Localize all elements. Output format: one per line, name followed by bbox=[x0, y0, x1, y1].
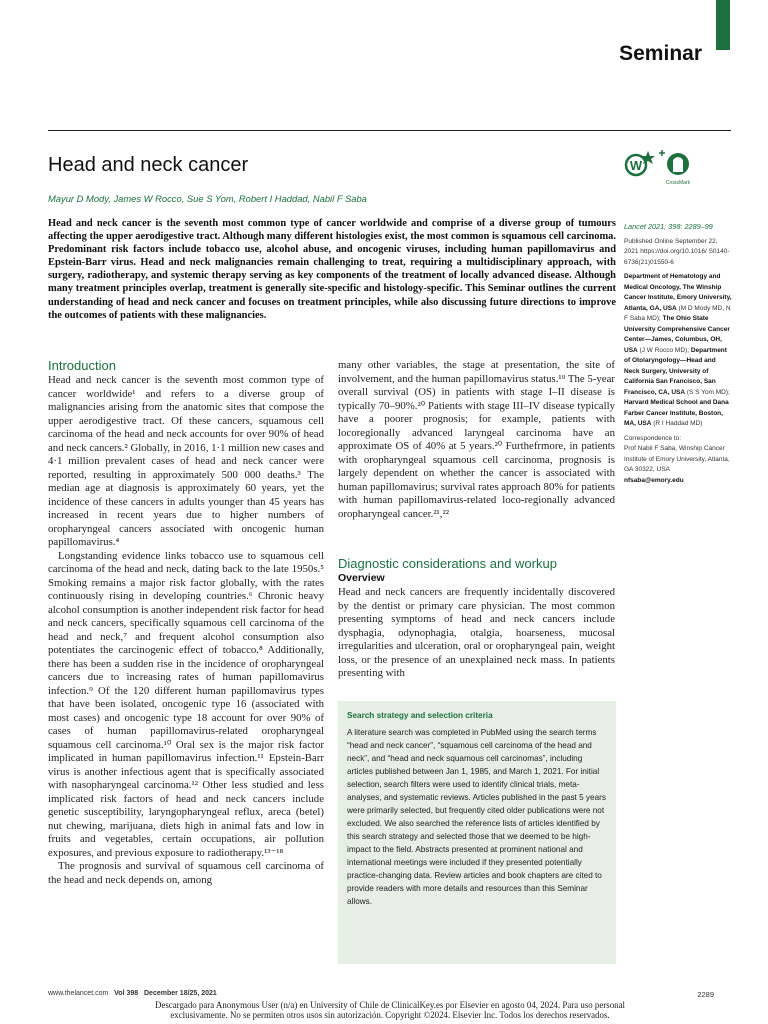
email-link[interactable]: nfsaba@emory.edu bbox=[624, 476, 684, 484]
footer-meta bbox=[48, 990, 217, 997]
left-column bbox=[48, 374, 324, 887]
published-online: Published Online September 22, 2021 https://doi.org/10.1016/ S0140-6736(21)01550-6 bbox=[624, 237, 730, 266]
affiliation-bold: Department of Otolaryngology—Head and Neck Surgery, University of California San Francisco, San Francisco, CA, USA bbox=[624, 346, 727, 396]
search-strategy-panel bbox=[338, 701, 616, 964]
correspondence bbox=[624, 434, 732, 487]
panel-title: Search strategy and selection criteria bbox=[347, 711, 493, 720]
section-label: Seminar bbox=[619, 42, 702, 65]
overview-paragraph: Head and neck cancers are frequently incidentally discovered by the dentist or primary care physician. The most common presenting symptoms of head and neck cancers include dysphagia, odynophagia, otalgia, hoarseness, mucosal irregularities and ulceration, oral or oropharyngeal pain, weight loss, or the presence of an unexplained neck mass. In patients presenting with bbox=[338, 586, 615, 679]
crossmark-icon[interactable] bbox=[666, 153, 691, 186]
correspondence-label: Correspondence to: bbox=[624, 434, 682, 442]
article-title: Head and neck cancer bbox=[48, 154, 249, 176]
survival-paragraph: many other variables, the stage at presentation, the site of involvement, and the human papillomavirus status.¹⁹ The 5-year overall survival (OS) in patients with stage I–II disease is typically 70–90%.²⁰ Patients with stage III–IV disease typically have a poorer prognosis; for example, patients with locoregionally advanced laryngeal carcinoma have an approximate OS of 40% at 5 years.²⁰ Furthefrmore, in patients with oropharyngeal squamous cell carcinoma, prognosis is largely dependent on whether the cancer is associated with human papillomavirus; survival rates approach 80% for patients with human papillomavirus-related loco-regionally advanced oropharyngeal cancer.²¹,²² bbox=[338, 359, 615, 520]
download-notice bbox=[110, 1000, 670, 1020]
affiliations bbox=[624, 272, 732, 430]
author-list: Mayur D Mody, James W Rocco, Sue S Yom, Robert I Haddad, Nabil F Saba bbox=[48, 193, 367, 204]
affiliation-bold: Department of Hematology and Medical Oncology, The Winship Cancer Institute, Emory University, Atlanta, GA, USA bbox=[624, 273, 732, 312]
issue-date: December 18/25, 2021 bbox=[144, 990, 217, 997]
overview-text bbox=[338, 586, 615, 681]
subheading-overview: Overview bbox=[338, 572, 385, 584]
intro-paragraph-3: The prognosis and survival of squamous cell carcinoma of the head and neck depends on, among bbox=[48, 860, 324, 886]
affiliation-bold: The Ohio State University Comprehensive Cancer Center—James, Columbus, OH, USA bbox=[624, 315, 730, 354]
page-number: 2289 bbox=[697, 990, 714, 999]
intro-paragraph-2: Longstanding evidence links tobacco use to squamous cell carcinoma of the head and neck, dating back to the late 1950s.⁵ Smoking remains a major risk factor globally, with the rates continuously rising in developing countries.⁶ Chronic heavy alcohol consumption is another independent risk factor for head and neck cancers, specifically squamous cell carcinoma of the head and neck,⁷ and frequent alcohol consumption also potentiates the carcinogenic effect of tobacco.⁸ Additionally, there has been a sudden rise in the incidence of oropharyngeal cancers due to increasing rates of human papillomavirus infection.⁹ Of the 120 different human papillomavirus types that have been isolated, oncogenic type 16 (associated with most cases) and oncogenic type 18 account for over 90% of cases of human papillomavirus-related oropharyngeal squamous cell carcinoma.¹⁰ Oral sex is the major risk factor implicated in human papillomavirus infection.¹¹ Epstein-Barr virus is another infectious agent that is specifically associated with nasopharyngeal carcinoma.¹² Other less studied and less implicated risk factors of head and neck cancers include genetic susceptibility, laryngopharyngeal reflux, areca (betel) nut chewing, marijuana, diets high in animal fats and low in fruits and vegetables, certain occupations, air pollution exposures, and previous exposure to radiotherapy.¹³⁻¹⁸ bbox=[48, 549, 324, 859]
download-notice-line-1: Descargado para Anonymous User (n/a) en University of Chile de ClinicalKey.es por Elsevier en agosto 04, 2024. Para uso personal bbox=[154, 1000, 625, 1010]
affiliation-authors: (M D Mody MD, N F Saba MD); bbox=[624, 304, 731, 322]
panel-text: A literature search was completed in PubMed using the search terms “head and neck cancer”, “squamous cell carcinoma of the head and neck”, and “head and neck squamous cell carcinomas”, including articles published between Jan 1, 1985, and March 1, 2021. For initial selection, search filters were used to identify clinical trials, meta-analyses, and systematic reviews. Articles published in the past 5 years were primarily selected, but frequently cited older publications were not excluded. We also searched the reference lists of articles identified by this search strategy and selected those that we deemed to be high-impact to the field. Abstracts presented at prominent national and international meetings were included if they presented potentially practice-changing data. Review articles and book chapters are cited to provide readers with more details and resources than this Seminar allows. bbox=[347, 728, 606, 906]
right-column bbox=[338, 359, 615, 521]
W-icon[interactable] bbox=[626, 151, 655, 175]
citation: Lancet 2021; 398: 2289–99 bbox=[624, 222, 713, 231]
intro-paragraph-1: Head and neck cancer is the seventh most common type of cancer worldwide¹ and refers to a diverse group of malignancies arising from the anatomic sites that compose the upper aerodigestive tract. Of these cancers, squamous cell carcinoma of the head and neck accounts for over 90% of head and neck cancers.² Globally, in 2016, 1·1 million new cases and 4·1 million prevalent cases of head and neck cancer were reported, resulting in approximately 500 000 deaths.³ The median age at diagnosis is approximately 60 years, yet the incidence of these cancers in adults younger than 45 years has increased in recent years due to higher numbers of oropharyngeal cancers associated with oncogenic human papillomavirus.⁴ bbox=[48, 374, 324, 548]
heading-diagnostic: Diagnostic considerations and workup bbox=[338, 556, 557, 571]
journal-site-link[interactable]: www.thelancet.com bbox=[48, 990, 109, 997]
correspondence-address: Prof Nabil F Saba, Winship Cancer Institute of Emory University, Atlanta, GA 30322, USA bbox=[624, 445, 730, 473]
crossmark-caption: CrossMark bbox=[665, 180, 691, 186]
volume: Vol 398 bbox=[114, 990, 139, 997]
journal-color-bar bbox=[716, 0, 730, 50]
article-sidebar bbox=[624, 222, 732, 490]
download-notice-line-2: exclusivamente. No se permiten otros usos sin autorización. Copyright ©2024. Elsevier Inc. Todos los derechos reservados. bbox=[170, 1010, 610, 1020]
affiliation-authors: (R I Haddad MD) bbox=[651, 420, 703, 427]
journal-logos bbox=[624, 148, 704, 188]
abstract: Head and neck cancer is the seventh most common type of cancer worldwide and comprise of a diverse group of tumours affecting the upper aerodigestive tract. Although many different histologies exist, the most common is squamous cell carcinoma. Predominant risk factors include tobacco use, alcohol abuse, and oncogenic viruses, including human papillomavirus and Epstein-Barr virus. Head and neck malignancies remain challenging to treat, requiring a multidisciplinary approach, with surgery, radiotherapy, and systemic therapy serving as key components of the treatment of locally advanced disease. Although many treatment principles overlap, treatment is generally site-specific and histology-specific. This Seminar outlines the current understanding of head and neck cancer and focuses on treatment principles, while also discussing future directions to improve the outcomes of patients with these malignancies. bbox=[48, 218, 616, 321]
affiliation-authors: (S S Yom MD); bbox=[685, 388, 730, 396]
affiliation-authors: (J W Rocco MD); bbox=[637, 346, 691, 354]
header-rule bbox=[48, 130, 731, 131]
svg-text:W: W bbox=[629, 158, 643, 173]
heading-introduction: Introduction bbox=[48, 358, 116, 373]
affiliation-bold: Harvard Medical School and Dana Farber Cancer Institute, Boston, MA, USA bbox=[624, 399, 729, 427]
